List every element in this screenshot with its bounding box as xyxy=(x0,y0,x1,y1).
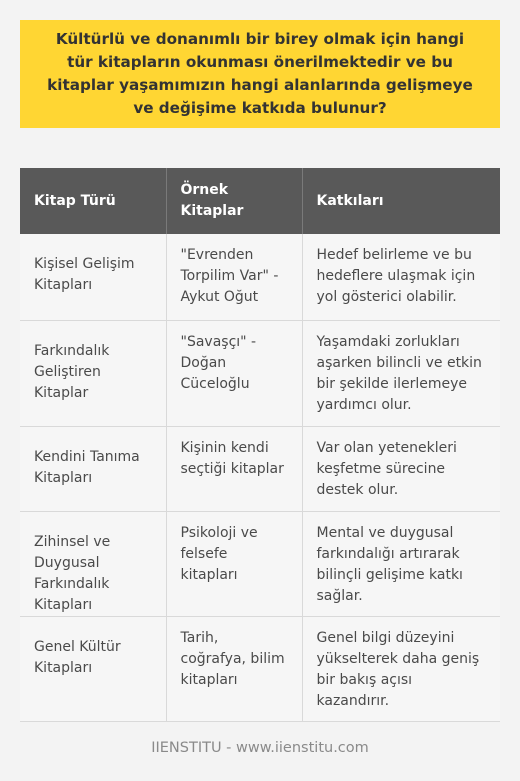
cell-example-books: "Savaşçı" - Doğan Cüceloğlu xyxy=(166,320,302,426)
cell-book-type: Zihinsel ve Duygusal Farkındalık Kitapları xyxy=(20,511,166,616)
question-banner xyxy=(20,20,500,128)
cell-book-type: Genel Kültür Kitapları xyxy=(20,616,166,721)
header-example-books: Örnek Kitaplar xyxy=(166,168,302,234)
cell-book-type: Kişisel Gelişim Kitapları xyxy=(20,234,166,320)
table-row xyxy=(20,426,500,511)
cell-contributions: Yaşamdaki zorlukları aşarken bilincli ve etkin bir şekilde ilerlemeye yardımcı olur. xyxy=(302,320,500,426)
table-row xyxy=(20,320,500,426)
table-row xyxy=(20,511,500,616)
cell-contributions: Hedef belirleme ve bu hedeflere ulaşmak için yol gösterici olabilir. xyxy=(302,234,500,320)
cell-example-books: Psikoloji ve felsefe kitapları xyxy=(166,511,302,616)
book-types-table xyxy=(20,168,500,722)
header-contributions: Katkıları xyxy=(302,168,500,234)
cell-contributions: Var olan yetenekleri keşfetme sürecine destek olur. xyxy=(302,426,500,511)
cell-example-books: Tarih, coğrafya, bilim kitapları xyxy=(166,616,302,721)
cell-example-books: Kişinin kendi seçtiği kitaplar xyxy=(166,426,302,511)
cell-contributions: Genel bilgi düzeyini yükselterek daha geniş bir bakış açısı kazandırır. xyxy=(302,616,500,721)
question-title: Kültürlü ve donanımlı bir birey olmak için hangi tür kitapların okunması önerilmektedir ve bu kitaplar yaşamımızın hangi alanlarında gelişmeye ve değişime katkıda bulunur? xyxy=(47,30,473,117)
cell-contributions: Mental ve duygusal farkındalığı artırarak bilinçli gelişime katkı sağlar. xyxy=(302,511,500,616)
table-header-row xyxy=(20,168,500,234)
cell-example-books: "Evrenden Torpilim Var" - Aykut Oğut xyxy=(166,234,302,320)
header-book-type: Kitap Türü xyxy=(20,168,166,234)
footer-credit: IIENSTITU - www.iienstitu.com xyxy=(151,740,369,756)
table-row xyxy=(20,616,500,721)
table-row xyxy=(20,234,500,320)
cell-book-type: Kendini Tanıma Kitapları xyxy=(20,426,166,511)
cell-book-type: Farkındalık Geliştiren Kitaplar xyxy=(20,320,166,426)
